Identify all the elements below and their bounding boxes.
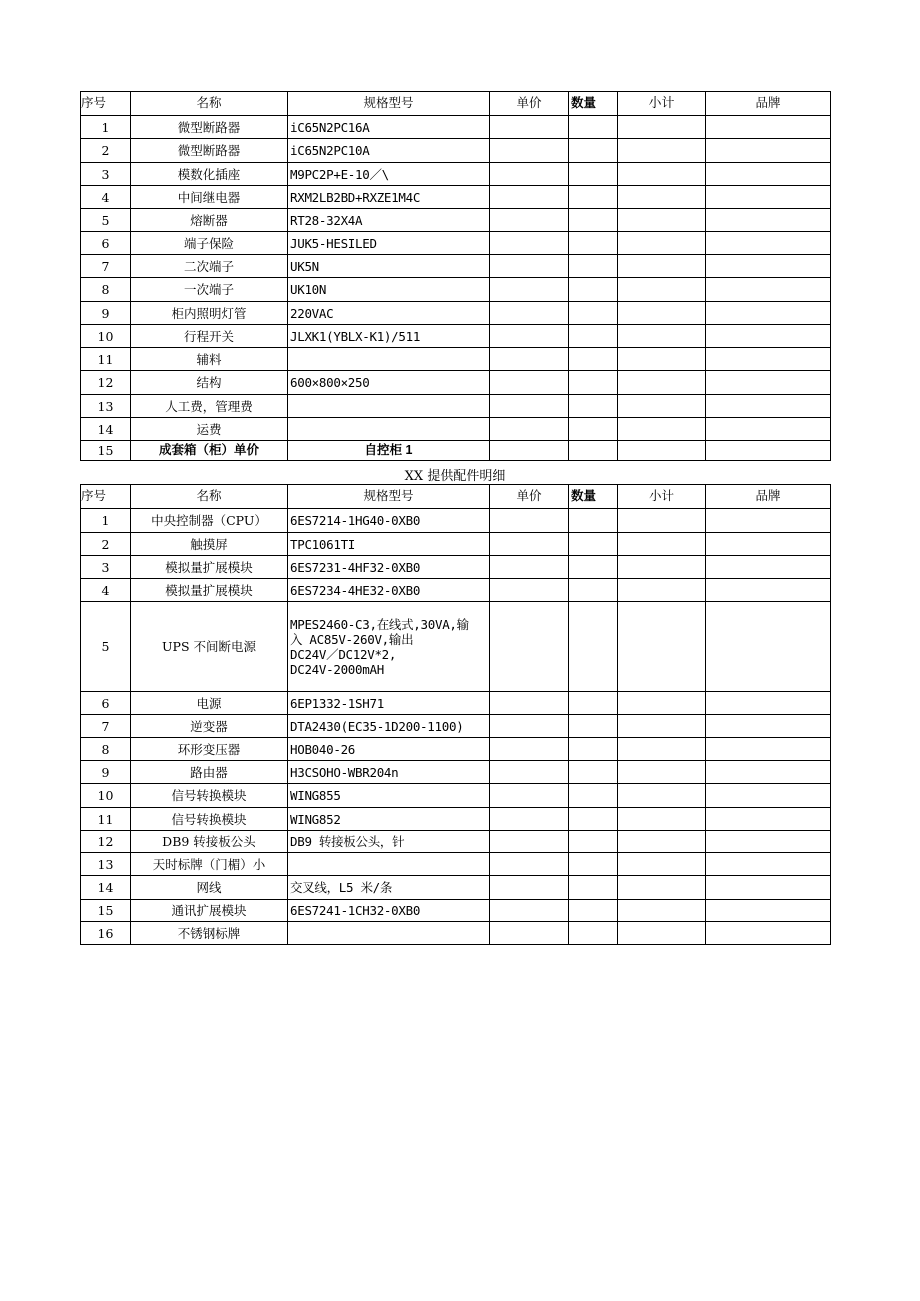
subtotal-cell	[618, 876, 706, 900]
subtotal-cell	[618, 395, 706, 418]
table-header-row	[81, 485, 831, 509]
quantity-cell	[569, 139, 618, 163]
price-cell	[490, 232, 569, 255]
quantity-cell	[569, 533, 618, 556]
item-name-cell: 网线	[131, 876, 288, 900]
quantity-cell	[569, 831, 618, 853]
item-name-cell: 模拟量扩展模块	[131, 579, 288, 602]
price-cell	[490, 348, 569, 371]
subtotal-cell	[618, 302, 706, 325]
price-cell	[490, 602, 569, 692]
item-name-cell: 微型断路器	[131, 116, 288, 139]
table-row	[81, 418, 831, 441]
price-cell	[490, 715, 569, 738]
subtotal-cell	[618, 761, 706, 784]
item-name-cell: 信号转换模块	[131, 784, 288, 808]
price-cell	[490, 116, 569, 139]
subtotal-cell	[618, 325, 706, 348]
spec-cell	[288, 602, 490, 692]
item-name-cell: 运费	[131, 418, 288, 441]
subtotal-cell	[618, 371, 706, 395]
quantity-cell	[569, 418, 618, 441]
brand-cell	[706, 509, 831, 533]
table-row	[81, 900, 831, 922]
spec-cell: 600×800×250	[288, 371, 490, 395]
item-name-cell: 端子保险	[131, 232, 288, 255]
header-cell: 单价	[490, 92, 569, 116]
item-name-cell: 一次端子	[131, 278, 288, 302]
spec-line: MPES2460-C3,在线式,30VA,输	[290, 616, 469, 632]
price-cell	[490, 831, 569, 853]
subtotal-cell	[618, 922, 706, 945]
price-cell	[490, 579, 569, 602]
spec-cell: iC65N2PC10A	[288, 139, 490, 163]
brand-cell	[706, 853, 831, 876]
quantity-cell	[569, 255, 618, 278]
brand-cell	[706, 876, 831, 900]
spec-cell	[288, 348, 490, 371]
row-number-cell: 4	[81, 579, 131, 602]
subtotal-cell	[618, 715, 706, 738]
table-row	[81, 163, 831, 186]
subtotal-cell	[618, 186, 706, 209]
price-cell	[490, 418, 569, 441]
header-cell: 规格型号	[288, 92, 490, 116]
table-row	[81, 533, 831, 556]
table-row	[81, 692, 831, 715]
table-row	[81, 738, 831, 761]
item-name-cell: DB9 转接板公头	[131, 831, 288, 853]
row-number-cell: 11	[81, 348, 131, 371]
brand-cell	[706, 900, 831, 922]
quantity-cell	[569, 922, 618, 945]
header-cell: 数量	[569, 92, 618, 116]
brand-cell	[706, 348, 831, 371]
brand-cell	[706, 209, 831, 232]
spec-cell: RXM2LB2BD+RXZE1M4C	[288, 186, 490, 209]
subtotal-cell	[618, 139, 706, 163]
row-number-cell: 12	[81, 831, 131, 853]
table-row	[81, 348, 831, 371]
quantity-cell	[569, 395, 618, 418]
item-name-cell: 路由器	[131, 761, 288, 784]
brand-cell	[706, 533, 831, 556]
quantity-cell	[569, 853, 618, 876]
quantity-cell	[569, 808, 618, 831]
brand-cell	[706, 278, 831, 302]
spec-cell: H3CSOHO-WBR204n	[288, 761, 490, 784]
subtotal-cell	[618, 441, 706, 461]
brand-cell	[706, 602, 831, 692]
quantity-cell	[569, 900, 618, 922]
row-number-cell: 8	[81, 738, 131, 761]
header-cell: 小计	[618, 485, 706, 509]
brand-cell	[706, 163, 831, 186]
row-number-cell: 5	[81, 209, 131, 232]
row-number-cell: 12	[81, 371, 131, 395]
spec-cell	[288, 418, 490, 441]
table-row	[81, 853, 831, 876]
quantity-cell	[569, 371, 618, 395]
subtotal-cell	[618, 738, 706, 761]
item-name-cell: 行程开关	[131, 325, 288, 348]
table-row	[81, 876, 831, 900]
quantity-cell	[569, 715, 618, 738]
quantity-cell	[569, 302, 618, 325]
price-cell	[490, 163, 569, 186]
subtotal-cell	[618, 163, 706, 186]
item-name-cell: UPS 不间断电源	[131, 602, 288, 692]
item-name-cell: 成套箱（柜）单价	[131, 441, 288, 461]
spec-cell: DTA2430(EC35-1D200-1100)	[288, 715, 490, 738]
table-row	[81, 116, 831, 139]
spec-cell: 交叉线，L5 米/条	[288, 876, 490, 900]
price-cell	[490, 371, 569, 395]
table-row	[81, 556, 831, 579]
row-number-cell: 14	[81, 876, 131, 900]
quantity-cell	[569, 186, 618, 209]
header-cell: 单价	[490, 485, 569, 509]
quantity-cell	[569, 348, 618, 371]
brand-cell	[706, 395, 831, 418]
table-row	[81, 922, 831, 945]
price-cell	[490, 441, 569, 461]
spec-cell: JLXK1(YBLX-K1)/511	[288, 325, 490, 348]
brand-cell	[706, 232, 831, 255]
table-body	[81, 116, 831, 461]
table-header-row	[81, 92, 831, 116]
quantity-cell	[569, 163, 618, 186]
row-number-cell: 11	[81, 808, 131, 831]
item-name-cell: 逆变器	[131, 715, 288, 738]
table-row	[81, 232, 831, 255]
price-cell	[490, 692, 569, 715]
subtotal-cell	[618, 692, 706, 715]
price-cell	[490, 278, 569, 302]
spec-cell: iC65N2PC16A	[288, 116, 490, 139]
price-cell	[490, 556, 569, 579]
row-number-cell: 1	[81, 509, 131, 533]
row-number-cell: 3	[81, 163, 131, 186]
price-cell	[490, 922, 569, 945]
parts-table-1	[80, 91, 831, 461]
item-name-cell: 电源	[131, 692, 288, 715]
spec-cell: TPC1061TI	[288, 533, 490, 556]
quantity-cell	[569, 602, 618, 692]
item-name-cell: 结构	[131, 371, 288, 395]
row-number-cell: 2	[81, 139, 131, 163]
quantity-cell	[569, 761, 618, 784]
price-cell	[490, 808, 569, 831]
row-number-cell: 5	[81, 602, 131, 692]
section-caption: XX 提供配件明细	[404, 469, 506, 484]
table-row	[81, 209, 831, 232]
row-number-cell: 10	[81, 325, 131, 348]
price-cell	[490, 853, 569, 876]
spec-line: DC24V-2000mAH	[290, 661, 384, 677]
item-name-cell: 模数化插座	[131, 163, 288, 186]
spec-cell: 220VAC	[288, 302, 490, 325]
spec-cell: WING852	[288, 808, 490, 831]
brand-cell	[706, 371, 831, 395]
spec-cell: RT28-32X4A	[288, 209, 490, 232]
subtotal-cell	[618, 209, 706, 232]
brand-cell	[706, 556, 831, 579]
spec-cell: 自控柜 1	[288, 441, 490, 461]
header-cell: 品牌	[706, 485, 831, 509]
item-name-cell: 二次端子	[131, 255, 288, 278]
price-cell	[490, 900, 569, 922]
table-row	[81, 139, 831, 163]
table-row	[81, 579, 831, 602]
price-cell	[490, 533, 569, 556]
row-number-cell: 15	[81, 441, 131, 461]
spec-cell: HOB040-26	[288, 738, 490, 761]
row-number-cell: 9	[81, 761, 131, 784]
spec-cell: JUK5-HESILED	[288, 232, 490, 255]
quantity-cell	[569, 209, 618, 232]
quantity-cell	[569, 876, 618, 900]
subtotal-cell	[618, 116, 706, 139]
row-number-cell: 14	[81, 418, 131, 441]
price-cell	[490, 209, 569, 232]
header-cell: 规格型号	[288, 485, 490, 509]
table-row	[81, 186, 831, 209]
spec-cell: DB9 转接板公头，针	[288, 831, 490, 853]
header-cell: 序号	[81, 485, 131, 509]
price-cell	[490, 876, 569, 900]
subtotal-cell	[618, 579, 706, 602]
spec-cell: 6EP1332-1SH71	[288, 692, 490, 715]
spec-line: DC24V／DC12V*2,	[290, 646, 397, 662]
price-cell	[490, 784, 569, 808]
header-cell: 数量	[569, 485, 618, 509]
subtotal-cell	[618, 556, 706, 579]
item-name-cell: 不锈钢标牌	[131, 922, 288, 945]
row-number-cell: 13	[81, 853, 131, 876]
brand-cell	[706, 186, 831, 209]
subtotal-cell	[618, 509, 706, 533]
brand-cell	[706, 302, 831, 325]
quantity-cell	[569, 738, 618, 761]
table-row	[81, 395, 831, 418]
subtotal-cell	[618, 232, 706, 255]
item-name-cell: 中间继电器	[131, 186, 288, 209]
brand-cell	[706, 116, 831, 139]
brand-cell	[706, 922, 831, 945]
brand-cell	[706, 738, 831, 761]
header-cell: 序号	[81, 92, 131, 116]
header-cell: 品牌	[706, 92, 831, 116]
item-name-cell: 天时标牌（门楣）小	[131, 853, 288, 876]
row-number-cell: 6	[81, 232, 131, 255]
subtotal-cell	[618, 348, 706, 371]
subtotal-cell	[618, 418, 706, 441]
quantity-cell	[569, 116, 618, 139]
item-name-cell: 中央控制器（CPU）	[131, 509, 288, 533]
quantity-cell	[569, 278, 618, 302]
price-cell	[490, 186, 569, 209]
header-cell: 小计	[618, 92, 706, 116]
brand-cell	[706, 831, 831, 853]
table-row	[81, 831, 831, 853]
item-name-cell: 辅料	[131, 348, 288, 371]
brand-cell	[706, 715, 831, 738]
brand-cell	[706, 139, 831, 163]
subtotal-cell	[618, 831, 706, 853]
item-name-cell: 信号转换模块	[131, 808, 288, 831]
price-cell	[490, 139, 569, 163]
quantity-cell	[569, 441, 618, 461]
quantity-cell	[569, 692, 618, 715]
subtotal-cell	[618, 853, 706, 876]
spec-cell: 6ES7214-1HG40-0XB0	[288, 509, 490, 533]
brand-cell	[706, 692, 831, 715]
row-number-cell: 9	[81, 302, 131, 325]
quantity-cell	[569, 232, 618, 255]
table-row	[81, 255, 831, 278]
quantity-cell	[569, 509, 618, 533]
table-row	[81, 441, 831, 461]
spec-cell	[288, 922, 490, 945]
spec-cell: 6ES7231-4HF32-0XB0	[288, 556, 490, 579]
table-body	[81, 509, 831, 945]
row-number-cell: 13	[81, 395, 131, 418]
row-number-cell: 16	[81, 922, 131, 945]
subtotal-cell	[618, 602, 706, 692]
table-row	[81, 808, 831, 831]
subtotal-cell	[618, 808, 706, 831]
item-name-cell: 熔断器	[131, 209, 288, 232]
subtotal-cell	[618, 533, 706, 556]
price-cell	[490, 255, 569, 278]
spec-cell: WING855	[288, 784, 490, 808]
row-number-cell: 7	[81, 255, 131, 278]
spec-cell: 6ES7241-1CH32-0XB0	[288, 900, 490, 922]
price-cell	[490, 325, 569, 348]
subtotal-cell	[618, 278, 706, 302]
price-cell	[490, 761, 569, 784]
subtotal-cell	[618, 900, 706, 922]
table-row	[81, 325, 831, 348]
spec-cell: UK5N	[288, 255, 490, 278]
subtotal-cell	[618, 784, 706, 808]
header-cell: 名称	[131, 485, 288, 509]
table-row	[81, 302, 831, 325]
brand-cell	[706, 255, 831, 278]
header-cell: 名称	[131, 92, 288, 116]
quantity-cell	[569, 325, 618, 348]
row-number-cell: 8	[81, 278, 131, 302]
brand-cell	[706, 579, 831, 602]
spec-cell	[288, 853, 490, 876]
row-number-cell: 1	[81, 116, 131, 139]
table-row	[81, 715, 831, 738]
brand-cell	[706, 784, 831, 808]
price-cell	[490, 302, 569, 325]
row-number-cell: 4	[81, 186, 131, 209]
price-cell	[490, 738, 569, 761]
spec-cell: UK10N	[288, 278, 490, 302]
table-row	[81, 509, 831, 533]
price-cell	[490, 509, 569, 533]
item-name-cell: 通讯扩展模块	[131, 900, 288, 922]
table-row	[81, 784, 831, 808]
brand-cell	[706, 441, 831, 461]
item-name-cell: 柜内照明灯管	[131, 302, 288, 325]
row-number-cell: 6	[81, 692, 131, 715]
table-row	[81, 278, 831, 302]
table-row	[81, 602, 831, 692]
brand-cell	[706, 761, 831, 784]
item-name-cell: 环形变压器	[131, 738, 288, 761]
spec-cell: 6ES7234-4HE32-0XB0	[288, 579, 490, 602]
table-row	[81, 371, 831, 395]
brand-cell	[706, 808, 831, 831]
item-name-cell: 人工费，管理费	[131, 395, 288, 418]
quantity-cell	[569, 579, 618, 602]
item-name-cell: 触摸屏	[131, 533, 288, 556]
item-name-cell: 微型断路器	[131, 139, 288, 163]
row-number-cell: 15	[81, 900, 131, 922]
parts-table-2	[80, 484, 831, 945]
row-number-cell: 7	[81, 715, 131, 738]
price-cell	[490, 395, 569, 418]
spec-cell: M9PC2P+E-10／\	[288, 163, 490, 186]
spec-cell	[288, 395, 490, 418]
quantity-cell	[569, 784, 618, 808]
quantity-cell	[569, 556, 618, 579]
row-number-cell: 10	[81, 784, 131, 808]
row-number-cell: 3	[81, 556, 131, 579]
brand-cell	[706, 325, 831, 348]
brand-cell	[706, 418, 831, 441]
table-row	[81, 761, 831, 784]
row-number-cell: 2	[81, 533, 131, 556]
subtotal-cell	[618, 255, 706, 278]
spec-line: 入 AC85V-260V,输出	[290, 631, 414, 647]
item-name-cell: 模拟量扩展模块	[131, 556, 288, 579]
